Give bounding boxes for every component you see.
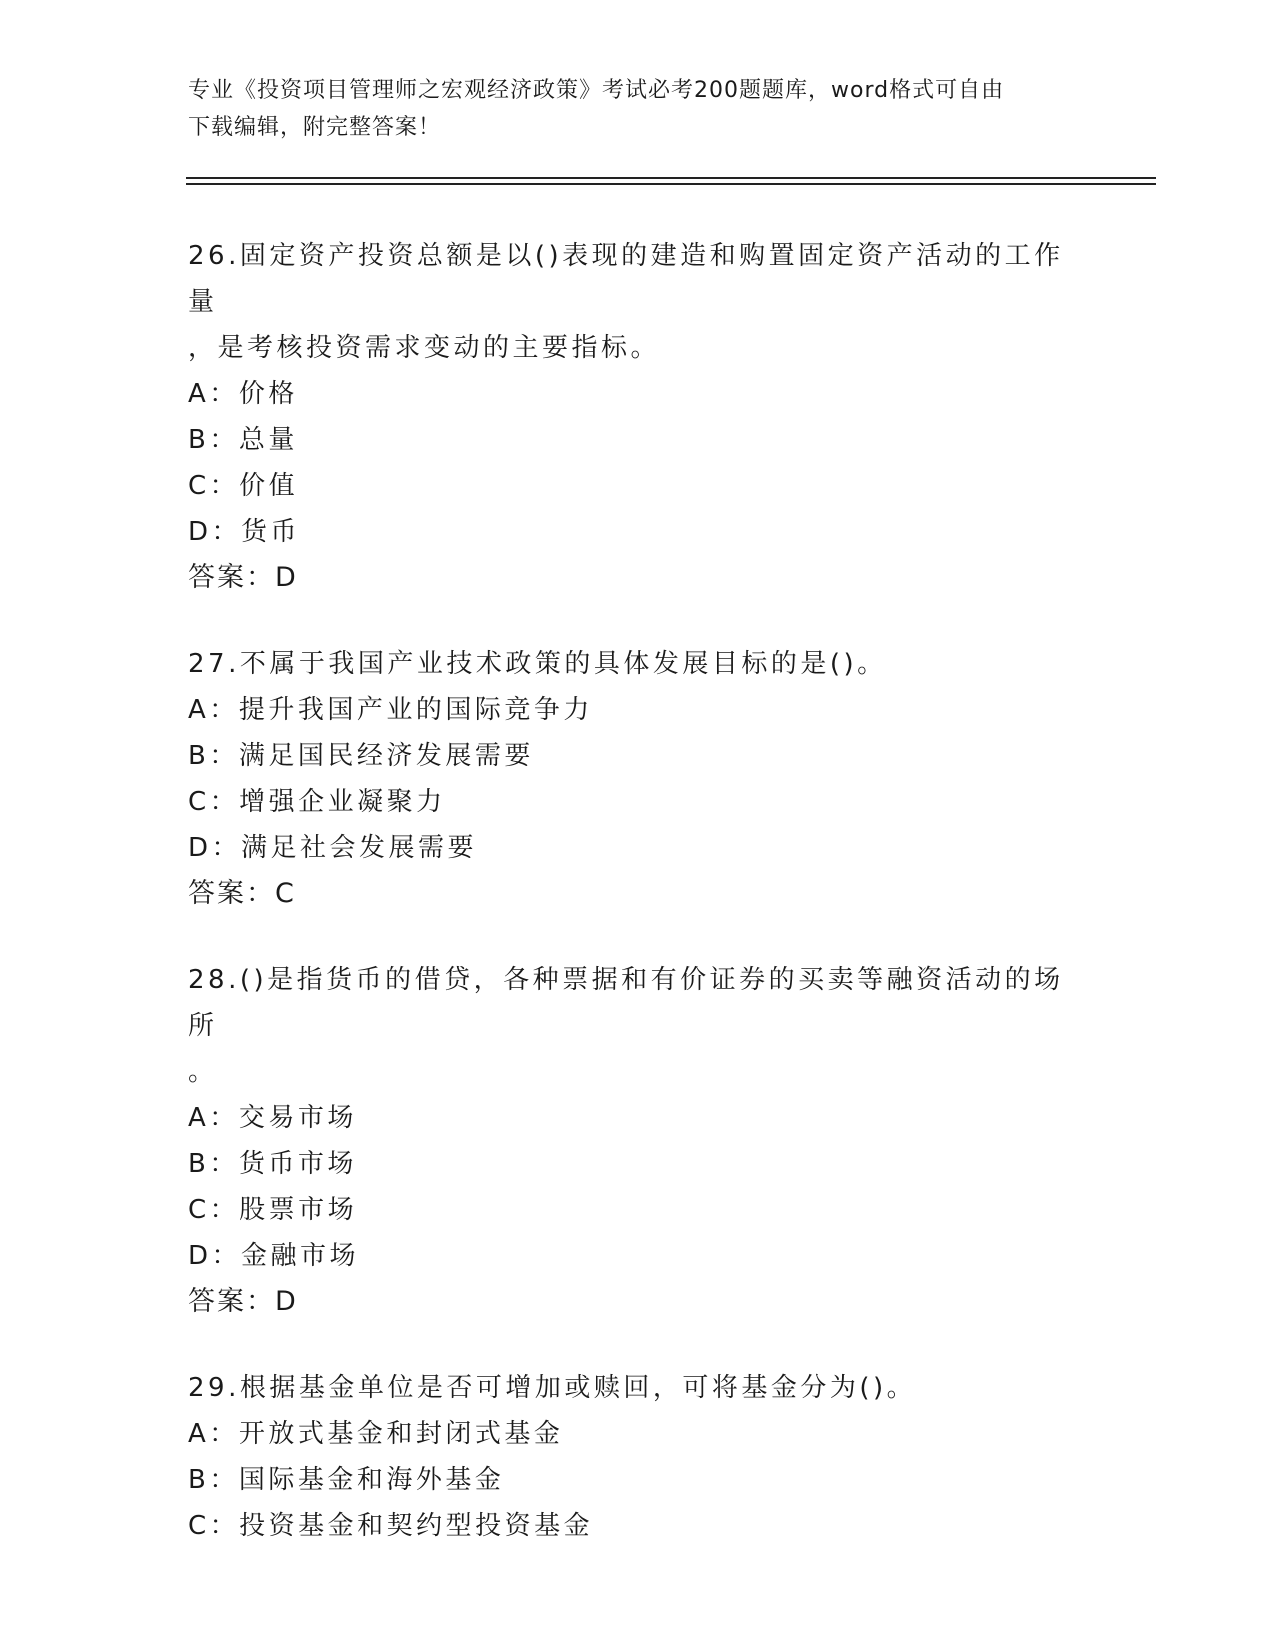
option-text: 价格 — [238, 379, 298, 409]
option-key: D — [188, 833, 212, 863]
option-separator: ： — [209, 471, 240, 501]
option-b — [188, 417, 1088, 463]
question-stem: 29.根据基金单位是否可增加或赎回，可将基金分为()。 — [188, 1373, 917, 1403]
option-text: 国际基金和海外基金 — [238, 1465, 505, 1495]
option-a — [188, 1411, 1088, 1457]
option-text: 投资基金和契约型投资基金 — [239, 1511, 594, 1541]
option-separator: ： — [209, 1103, 239, 1133]
header-divider-bottom — [186, 183, 1156, 185]
option-text: 货币 — [241, 517, 301, 547]
option-key: C — [188, 1511, 210, 1541]
answer-line: 答案：D — [188, 1286, 298, 1317]
option-text: 金融市场 — [241, 1241, 360, 1271]
option-separator: ： — [209, 741, 239, 771]
option-separator: ： — [211, 517, 242, 547]
option-key: C — [188, 471, 210, 501]
option-separator: ： — [209, 1149, 239, 1179]
header-line-2: 下载编辑，附完整答案！ — [188, 115, 442, 140]
option-separator: ： — [209, 695, 239, 725]
option-separator: ： — [211, 833, 242, 863]
option-text: 货币市场 — [238, 1149, 357, 1179]
option-a — [188, 687, 1088, 733]
answer-line: 答案：D — [188, 562, 298, 593]
option-separator: ： — [209, 787, 240, 817]
option-separator: ： — [209, 1195, 240, 1225]
option-separator: ： — [209, 1465, 239, 1495]
option-d — [188, 1233, 1088, 1279]
option-key: A — [188, 695, 210, 725]
option-key: B — [188, 1465, 210, 1495]
option-key: C — [188, 1195, 210, 1225]
option-key: B — [188, 741, 210, 771]
option-b — [188, 1457, 1088, 1503]
question-list — [188, 233, 1088, 1589]
option-text: 股票市场 — [239, 1195, 358, 1225]
option-text: 满足国民经济发展需要 — [238, 741, 534, 771]
answer-line: 答案：C — [188, 878, 296, 909]
header-line-1: 专业《投资项目管理师之宏观经济政策》考试必考200题题库，word格式可自由 — [188, 78, 1005, 103]
option-separator: ： — [209, 425, 239, 455]
question-stem-continued: 。 — [188, 1057, 218, 1087]
option-text: 价值 — [239, 471, 299, 501]
option-key: C — [188, 787, 210, 817]
option-text: 增强企业凝聚力 — [239, 787, 446, 817]
question-28 — [188, 957, 1088, 1325]
option-b — [188, 1141, 1088, 1187]
option-a — [188, 1095, 1088, 1141]
option-d — [188, 825, 1088, 871]
option-separator: ： — [209, 379, 239, 409]
option-key: B — [188, 425, 210, 455]
question-27 — [188, 641, 1088, 917]
option-a — [188, 371, 1088, 417]
question-29 — [188, 1365, 1088, 1549]
question-26 — [188, 233, 1088, 601]
question-stem: 28.()是指货币的借贷，各种票据和有价证券的买卖等融资活动的场所 — [188, 965, 1064, 1041]
question-stem: 26.固定资产投资总额是以()表现的建造和购置固定资产活动的工作量 — [188, 241, 1064, 317]
option-key: D — [188, 517, 212, 547]
option-key: B — [188, 1149, 210, 1179]
option-separator: ： — [209, 1419, 239, 1449]
option-text: 满足社会发展需要 — [241, 833, 478, 863]
option-c — [188, 779, 1088, 825]
option-key: A — [188, 1103, 210, 1133]
option-text: 提升我国产业的国际竞争力 — [238, 695, 593, 725]
option-c — [188, 1503, 1088, 1549]
document-header — [188, 72, 1088, 146]
option-key: A — [188, 1419, 210, 1449]
option-c — [188, 463, 1088, 509]
option-d — [188, 509, 1088, 555]
question-stem: 27.不属于我国产业技术政策的具体发展目标的是()。 — [188, 649, 887, 679]
option-key: A — [188, 379, 210, 409]
option-separator: ： — [211, 1241, 242, 1271]
option-separator: ： — [209, 1511, 240, 1541]
question-stem-continued: ，是考核投资需求变动的主要指标。 — [188, 333, 661, 363]
option-b — [188, 733, 1088, 779]
option-text: 开放式基金和封闭式基金 — [238, 1419, 564, 1449]
option-text: 交易市场 — [238, 1103, 357, 1133]
option-c — [188, 1187, 1088, 1233]
header-divider-top — [186, 177, 1156, 179]
option-text: 总量 — [238, 425, 298, 455]
option-key: D — [188, 1241, 212, 1271]
